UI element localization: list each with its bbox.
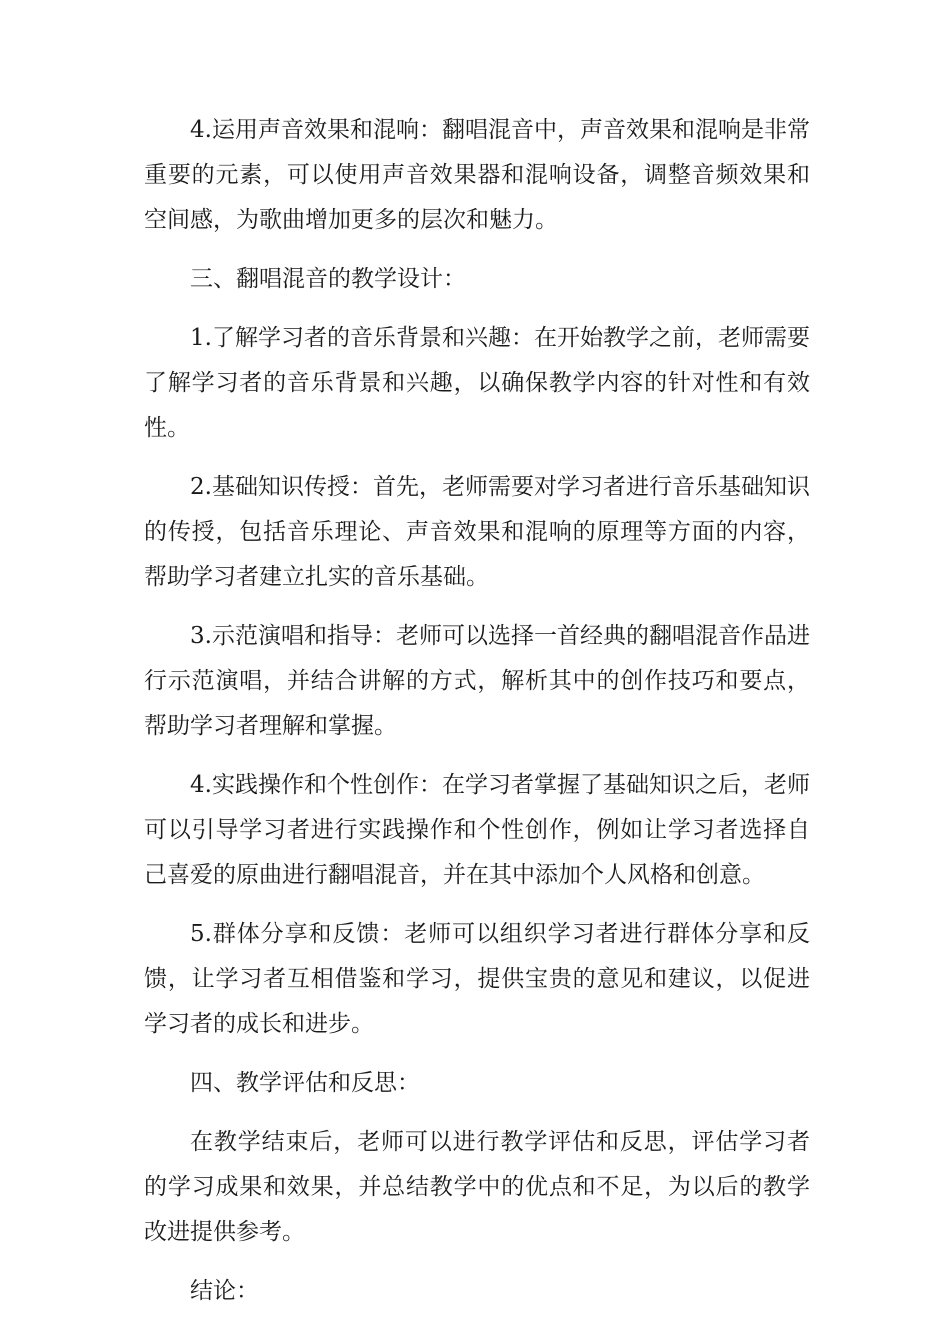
paragraph-basic-knowledge: 2.基础知识传授：首先，老师需要对学习者进行音乐基础知识的传授，包括音乐理论、声音效果和混响的原理等方面的内容，帮助学习者建立扎实的音乐基础。 bbox=[144, 474, 810, 590]
paragraph-learner-background: 1.了解学习者的音乐背景和兴趣：在开始教学之前，老师需要了解学习者的音乐背景和兴趣，以确保教学内容的针对性和有效性。 bbox=[144, 325, 810, 441]
heading-teaching-design: 三、翻唱混音的教学设计： bbox=[190, 266, 466, 292]
paragraph-sound-effects-reverb: 4.运用声音效果和混响：翻唱混音中，声音效果和混响是非常重要的元素，可以使用声音效果器和混响设备，调整音频效果和空间感，为歌曲增加更多的层次和魅力。 bbox=[144, 117, 810, 233]
heading-evaluation-reflection: 四、教学评估和反思： bbox=[190, 1070, 420, 1096]
heading-conclusion: 结论： bbox=[190, 1278, 259, 1304]
paragraph-evaluation: 在教学结束后，老师可以进行教学评估和反思，评估学习者的学习成果和效果，并总结教学中的优点和不足，为以后的教学改进提供参考。 bbox=[144, 1129, 810, 1245]
paragraph-practice-creation: 4.实践操作和个性创作：在学习者掌握了基础知识之后，老师可以引导学习者进行实践操作和个性创作，例如让学习者选择自己喜爱的原曲进行翻唱混音，并在其中添加个人风格和创意。 bbox=[144, 772, 810, 888]
paragraph-group-sharing: 5.群体分享和反馈：老师可以组织学习者进行群体分享和反馈，让学习者互相借鉴和学习，提供宝贵的意见和建议，以促进学习者的成长和进步。 bbox=[144, 921, 810, 1037]
document-body bbox=[144, 108, 810, 1328]
paragraph-demonstration: 3.示范演唱和指导：老师可以选择一首经典的翻唱混音作品进行示范演唱，并结合讲解的方式，解析其中的创作技巧和要点，帮助学习者理解和掌握。 bbox=[144, 623, 810, 739]
